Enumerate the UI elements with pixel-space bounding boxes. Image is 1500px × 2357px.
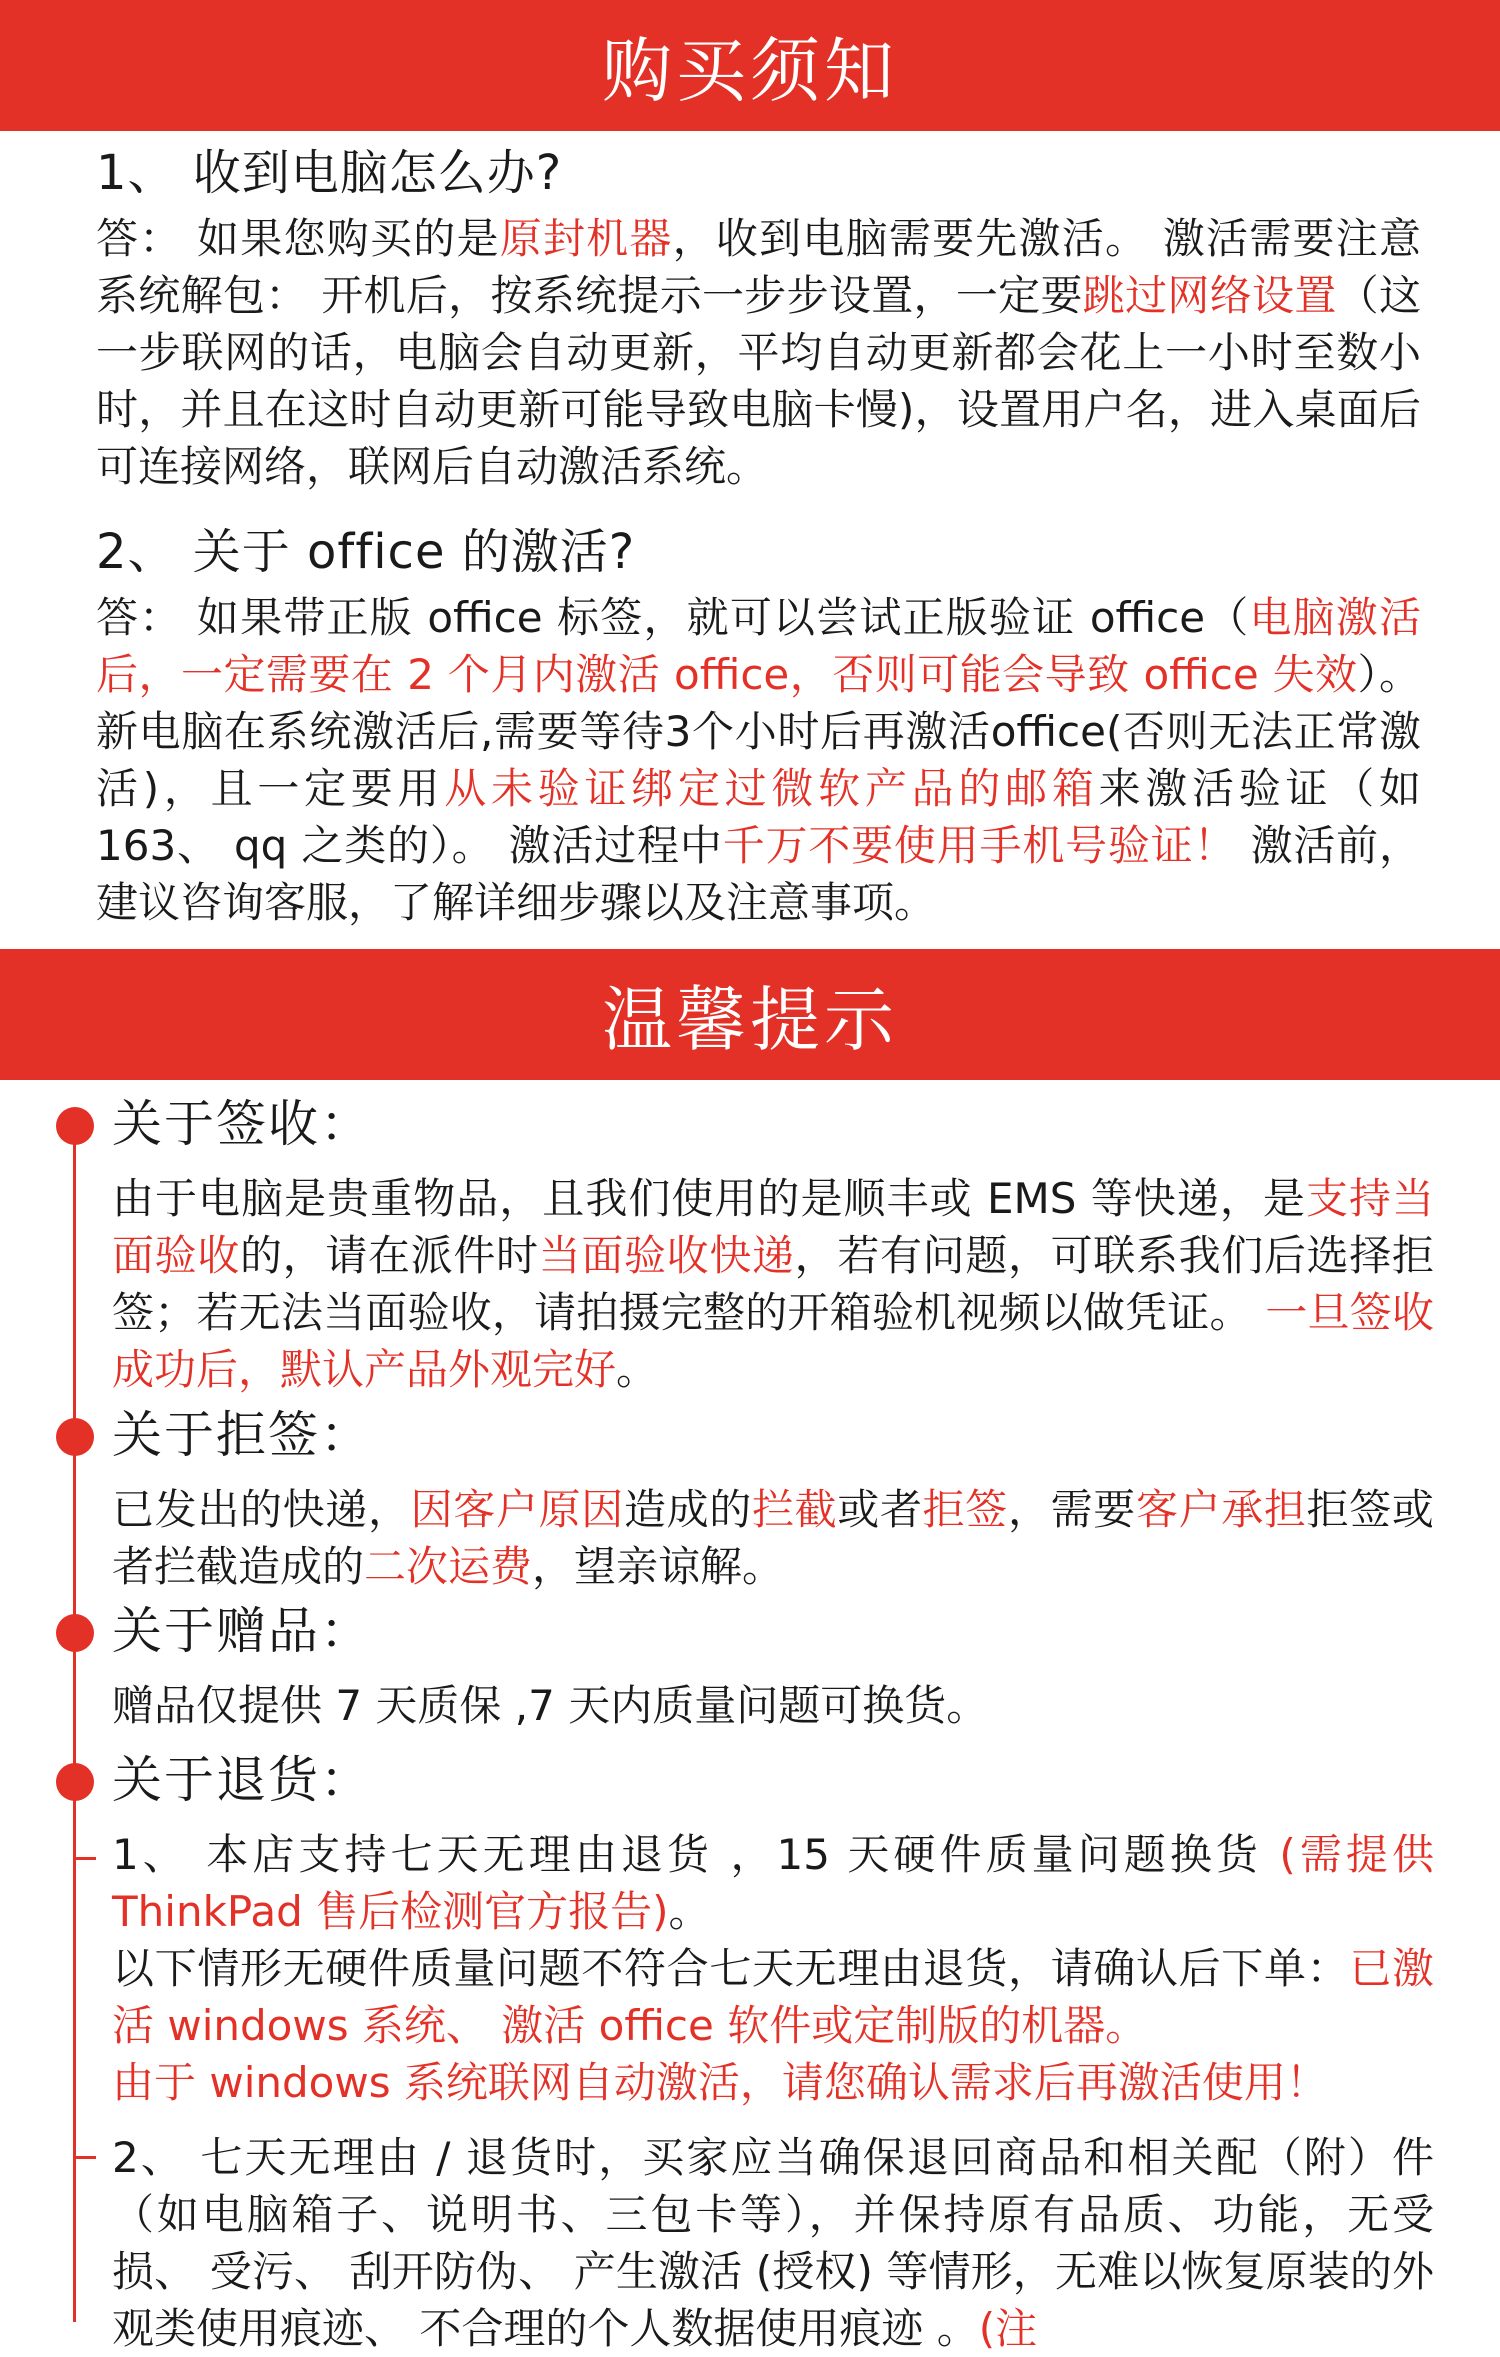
body-text: ，望亲谅解。 — [532, 1542, 785, 1591]
timeline-dot-reject — [56, 1418, 94, 1456]
tip-reject — [112, 1403, 1434, 1595]
highlight-text: 因客户原因 — [410, 1485, 624, 1534]
body-text: 。 — [616, 1345, 659, 1394]
highlight-text: 当面验收快递 — [538, 1231, 795, 1280]
body-text: ，需要 — [1007, 1485, 1136, 1534]
body-text: 。 — [668, 1887, 711, 1936]
body-text: 拒签或者拦截造成的 — [112, 1485, 1434, 1591]
highlight-text: 一旦签收成功后，默认产品外观完好 — [112, 1288, 1434, 1394]
body-text: 来激活验证（如 163、 qq 之类的）。 激活过程中 — [96, 764, 1421, 870]
highlight-text: 跳过网络设置 — [1082, 271, 1337, 320]
timeline-dot-return — [56, 1763, 94, 1801]
highlight-text: 从未验证绑定过微软产品的邮箱 — [444, 764, 1099, 813]
highlight-text: 拦截 — [751, 1485, 838, 1534]
body-text: 已发出的快递， — [112, 1485, 411, 1534]
body-text: 答： 如果带正版 office 标签，就可以尝试正版验证 office（ — [96, 593, 1250, 642]
body-text: ，若有问题，可联系我们后选择拒签；若无法当面验收，请拍摄完整的开箱验机视频以做凭证。 — [112, 1231, 1434, 1337]
body-text: 或者 — [837, 1485, 923, 1534]
highlight-text: (注 — [978, 2304, 1038, 2353]
body-text: ）。新电脑在系统激活后,需要等待3个小时后再激活office(否则无法正常激活)，且一定要用 — [96, 650, 1421, 813]
notice-banner-title: 购买须知 — [602, 30, 898, 112]
tip-reject-title: 关于拒签： — [112, 1406, 372, 1464]
faq-question-1: 1、 收到电脑怎么办? — [96, 145, 563, 201]
highlight-text: 二次运费 — [364, 1542, 533, 1591]
tip-gift-title: 关于赠品： — [112, 1602, 372, 1660]
highlight-text: 电脑激活后，一定需要在 2 个月内激活 office，否则可能会导致 office 失效 — [96, 593, 1421, 699]
highlight-text: 已激活 windows 系统、 激活 office 软件或定制版的机器。 — [112, 1944, 1434, 2050]
body-text: 答： 如果您购买的是 — [96, 214, 500, 263]
faq-question-2: 2、 关于 office 的激活? — [96, 524, 636, 580]
tip-sign-text — [112, 1170, 1434, 1398]
highlight-text: (需提供 ThinkPad 售后检测官方报告) — [112, 1830, 1434, 1936]
faq-answer-1 — [96, 210, 1421, 495]
tips-banner — [0, 949, 1500, 1080]
notice-banner — [0, 0, 1500, 131]
faq-item-1 — [96, 142, 1421, 495]
body-text: 激活前，建议咨询客服，了解详细步骤以及注意事项。 — [96, 821, 1421, 927]
tip-return-note: 由于 windows 系统联网自动激活，请您确认需求后再激活使用！ — [112, 2058, 1328, 2107]
highlight-text: 客户承担 — [1135, 1485, 1307, 1534]
body-text: ，收到电脑需要先激活。 激活需要注意系统解包： 开机后，按系统提示一步步设置，一定要 — [96, 214, 1421, 320]
body-text: 2、 七天无理由 / 退货时，买家应当确保退回商品和相关配（附）件（如电脑箱子、说明书、三包卡等），并保持原有品质、功能，无受损、 受污、 刮开防伪、 产生激活 (授权) 等情形，无难以恢复原装的外观类使用痕迹、 不合理的个人数据使用痕迹 。 — [112, 2133, 1434, 2353]
faq-answer-2 — [96, 589, 1421, 931]
tip-sign — [112, 1092, 1434, 1398]
body-text: 由于电脑是贵重物品，且我们使用的是顺丰或 EMS 等快递，是 — [112, 1174, 1306, 1223]
tip-reject-text — [112, 1481, 1434, 1595]
timeline-dot-gift — [56, 1614, 94, 1652]
timeline-tick-2 — [74, 2156, 96, 2159]
tip-return-item-1b — [112, 1940, 1434, 2054]
tips-banner-title: 温馨提示 — [602, 979, 898, 1061]
tip-return — [112, 1748, 1434, 2357]
body-text: 以下情形无硬件质量问题不符合七天无理由退货，请确认后下单： — [112, 1944, 1350, 1993]
body-text: 1、 本店支持七天无理由退货 ，15 天硬件质量问题换货 — [112, 1830, 1280, 1879]
body-text: 的，请在派件时 — [240, 1231, 539, 1280]
highlight-text: 原封机器 — [499, 214, 673, 263]
body-text: 造成的 — [623, 1485, 752, 1534]
tip-sign-title: 关于签收： — [112, 1095, 372, 1153]
body-text: （这一步联网的话，电脑会自动更新，平均自动更新都会花上一小时至数小时，并且在这时自动更新可能导致电脑卡慢)，设置用户名，进入桌面后可连接网络，联网后自动激活系统。 — [96, 271, 1421, 491]
highlight-text: 拒签 — [922, 1485, 1008, 1534]
tip-gift — [112, 1599, 1434, 1734]
faq-item-2 — [96, 521, 1421, 931]
tip-return-item-1 — [112, 1826, 1434, 1940]
highlight-text: 千万不要使用手机号验证！ — [722, 821, 1237, 870]
highlight-text: 支持当面验收 — [112, 1174, 1434, 1280]
timeline-line — [73, 1124, 76, 2322]
tip-gift-text: 赠品仅提供 7 天质保 ,7 天内质量问题可换货。 — [112, 1681, 989, 1730]
tip-return-item-2 — [112, 2129, 1434, 2357]
tip-return-title: 关于退货： — [112, 1751, 372, 1809]
timeline-dot-sign — [56, 1107, 94, 1145]
timeline-tick-1 — [74, 1857, 96, 1860]
